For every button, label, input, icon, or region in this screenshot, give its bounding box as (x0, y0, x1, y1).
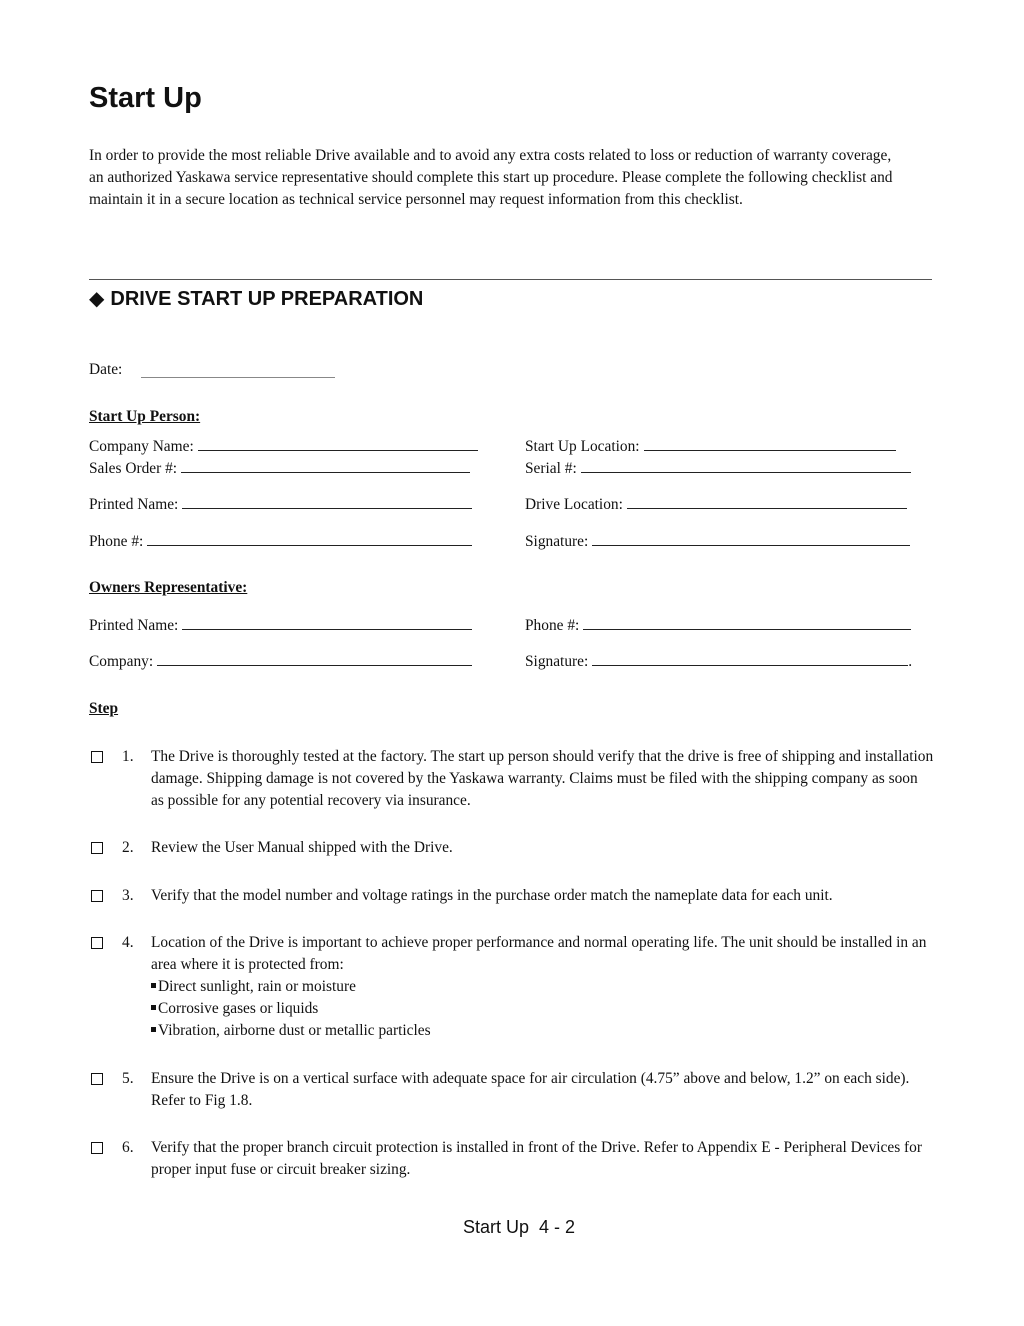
step-text: The Drive is thoroughly tested at the factory. The start up person should verify that the drive is free of shipping and installation damage. Shipping damage is not covered by the Yaskawa warranty. Claims must be filed with the shipping company as soon as possible for any potential recovery via insurance. (151, 748, 934, 809)
diamond-icon: ◆ (89, 288, 105, 310)
step-checkbox[interactable] (91, 1073, 103, 1085)
step-checkbox[interactable] (91, 937, 103, 949)
owner-phone-label: Phone #: (525, 617, 580, 634)
step-text: Review the User Manual shipped with the Drive. (151, 839, 453, 856)
step-text: Verify that the proper branch circuit protection is installed in front of the Drive. Refer to Appendix E - Peripheral Devices for proper input fuse or circuit breaker sizing. (151, 1139, 922, 1178)
section-heading-text: DRIVE START UP PREPARATION (110, 288, 424, 310)
phone-input[interactable] (147, 532, 472, 546)
step-checkbox[interactable] (91, 1142, 103, 1154)
page-footer: Start Up 4 - 2 (463, 1217, 576, 1237)
date-input-line[interactable] (141, 377, 335, 378)
step-number: 5. (122, 1070, 134, 1087)
bullet-text: Corrosive gases or liquids (158, 1000, 319, 1017)
step-number: 4. (122, 934, 134, 951)
owner-company-label: Company: (89, 653, 154, 670)
date-label: Date: (89, 361, 123, 378)
step-checkbox[interactable] (91, 751, 103, 763)
company-name-label: Company Name: (89, 438, 194, 455)
startup-person-heading: Start Up Person: (89, 408, 201, 425)
signature-input[interactable] (592, 532, 910, 546)
bullet-text: Direct sunlight, rain or moisture (158, 978, 356, 995)
owner-phone-field (525, 616, 911, 636)
signature-field (525, 532, 910, 552)
printed-name-input[interactable] (182, 495, 472, 509)
section-divider (89, 279, 932, 280)
step-number: 3. (122, 887, 134, 904)
serial-field (525, 459, 911, 479)
owner-signature-label: Signature: (525, 653, 589, 670)
printed-name-field (89, 495, 472, 515)
owner-printed-name-label: Printed Name: (89, 617, 179, 634)
bullet-item (151, 998, 934, 1020)
drive-location-label: Drive Location: (525, 496, 623, 513)
startup-location-label: Start Up Location: (525, 438, 640, 455)
owner-signature-field (525, 652, 912, 672)
bullet-text: Vibration, airborne dust or metallic particles (158, 1022, 431, 1039)
owner-printed-name-field (89, 616, 472, 636)
startup-location-input[interactable] (644, 437, 896, 451)
owners-rep-heading: Owners Representative: (89, 579, 248, 596)
bullet-item (151, 976, 934, 998)
signature-label: Signature: (525, 533, 589, 550)
drive-location-input[interactable] (627, 495, 907, 509)
step-number: 6. (122, 1139, 134, 1156)
page-title: Start Up (89, 82, 202, 114)
startup-location-field (525, 437, 896, 457)
date-field (89, 360, 122, 380)
step-text: Verify that the model number and voltage ratings in the purchase order match the nameplate data for each unit. (151, 887, 833, 904)
step-checkbox[interactable] (91, 842, 103, 854)
step-number: 1. (122, 748, 134, 765)
serial-input[interactable] (581, 459, 911, 473)
bullet-icon (151, 1005, 156, 1010)
company-name-field (89, 437, 478, 457)
step-text: Ensure the Drive is on a vertical surface with adequate space for air circulation (4.75” above and below, 1.2” on each side). Refer to Fig 1.8. (151, 1070, 910, 1109)
owner-company-field (89, 652, 472, 672)
owner-signature-input[interactable] (592, 652, 908, 666)
step-text: Location of the Drive is important to achieve proper performance and normal operating life. The unit should be installed in an area where it is protected from: (151, 934, 927, 973)
phone-label: Phone #: (89, 533, 144, 550)
phone-field (89, 532, 472, 552)
step-number: 2. (122, 839, 134, 856)
step-checkbox[interactable] (91, 890, 103, 902)
owner-phone-input[interactable] (583, 616, 911, 630)
company-name-input[interactable] (198, 437, 478, 451)
sales-order-field (89, 459, 470, 479)
bullet-item (151, 1020, 934, 1042)
step-text-group (151, 932, 934, 1042)
bullet-icon (151, 983, 156, 988)
step-heading: Step (89, 700, 119, 717)
sales-order-label: Sales Order #: (89, 460, 178, 477)
sales-order-input[interactable] (181, 459, 470, 473)
bullet-icon (151, 1027, 156, 1032)
drive-location-field (525, 495, 907, 515)
printed-name-label: Printed Name: (89, 496, 179, 513)
owner-company-input[interactable] (157, 652, 472, 666)
serial-label: Serial #: (525, 460, 577, 477)
owner-signature-end: . (908, 653, 913, 670)
owner-printed-name-input[interactable] (182, 616, 472, 630)
section-heading (89, 286, 423, 311)
intro-paragraph: In order to provide the most reliable Drive available and to avoid any extra costs related to loss or reduction of warranty coverage, an authorized Yaskawa service representative should complete this start up procedure. Please complete the following checklist and maintain it in a secure location as technical service personnel may request information from this checklist. (89, 147, 893, 208)
